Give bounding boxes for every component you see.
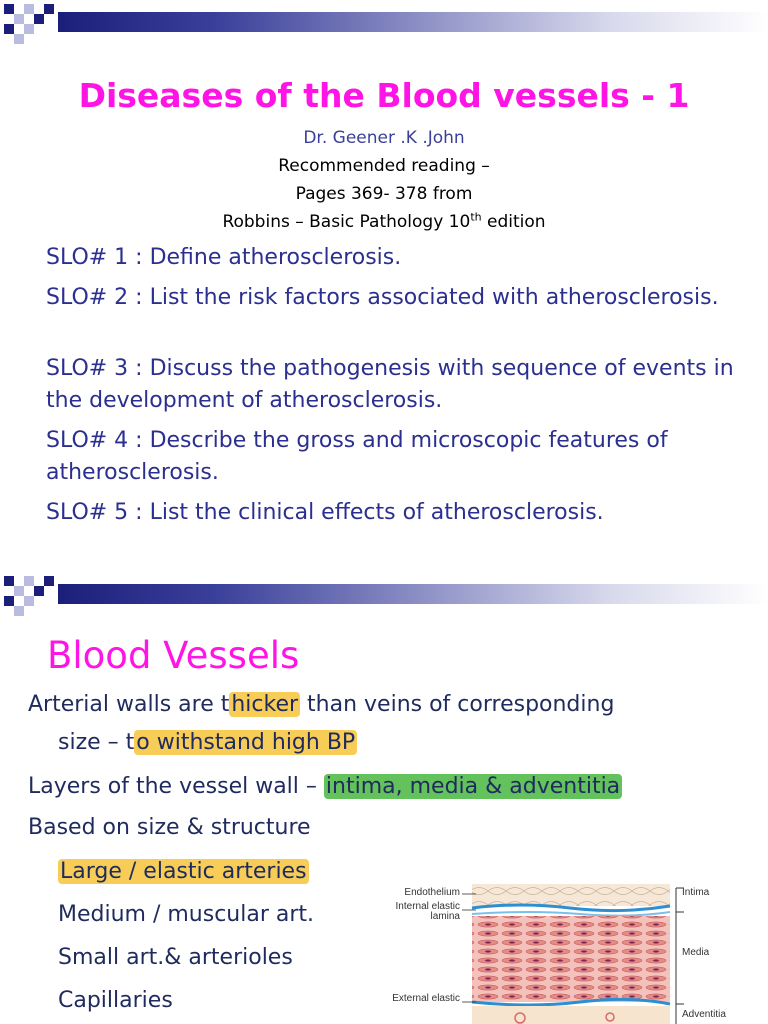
band-square [14, 586, 24, 596]
band-square [34, 586, 44, 596]
reading-line: Pages 369- 378 from [295, 184, 473, 204]
slo-item: SLO# 5 : List the clinical effects of atherosclerosis. [46, 500, 604, 525]
author-name: Dr. Geener .K .John [303, 128, 465, 148]
diagram-label: Endothelium [404, 887, 460, 898]
bullet-line [58, 728, 357, 758]
sub-bullet-line: Small art.& arterioles [58, 945, 293, 970]
bullet-line: Based on size & structure [28, 815, 311, 840]
slo-item: SLO# 3 : Discuss the pathogenesis with sequence of events in the development of atherosclerosis. [46, 356, 734, 413]
slide-title: Diseases of the Blood vessels - 1 [78, 76, 690, 115]
band-square [14, 14, 24, 24]
highlighted-text: Large / elastic arteries [60, 859, 307, 884]
diagram-label: Intima [682, 887, 710, 898]
bullet-line [28, 690, 614, 720]
band-square [4, 596, 14, 606]
vessel-wall-diagram [380, 884, 768, 1024]
decorative-header-band [0, 572, 768, 620]
band-square [24, 24, 34, 34]
highlighted-text: intima, media & adventitia [325, 774, 621, 799]
sub-bullet-line: Capillaries [58, 988, 173, 1013]
band-square [14, 34, 24, 44]
reading-line: Recommended reading – [278, 156, 490, 176]
reading-text: Robbins – Basic Pathology 10 [222, 212, 471, 232]
band-square [14, 606, 24, 616]
highlighted-text: hicker [231, 692, 299, 717]
band-square [24, 4, 34, 14]
band-square [44, 576, 54, 586]
decorative-header-band [0, 0, 768, 48]
band-gradient-bar [58, 584, 768, 604]
band-square [4, 576, 14, 586]
slide-blood-vessels [0, 572, 768, 1024]
sub-bullet-line [58, 857, 309, 887]
band-square [24, 596, 34, 606]
slide-separator [0, 560, 768, 572]
band-square [34, 14, 44, 24]
sub-bullet-line: Medium / muscular art. [58, 902, 315, 927]
text-run: Layers of the vessel wall – [28, 774, 324, 799]
band-square [44, 4, 54, 14]
diagram-label: Media [682, 947, 710, 958]
slide-title: Blood Vessels [47, 634, 300, 677]
slo-item: SLO# 1 : Define atherosclerosis. [46, 245, 402, 270]
band-square [4, 4, 14, 14]
reading-tail: edition [481, 212, 546, 232]
bullet-line [28, 772, 622, 802]
diagram-label: External elastic [392, 993, 460, 1004]
band-square [4, 24, 14, 34]
slo-item: SLO# 2 : List the risk factors associated with atherosclerosis. [46, 285, 719, 310]
text-run: than veins of corresponding [300, 692, 615, 717]
highlighted-text: o withstand high BP [136, 730, 356, 755]
band-gradient-bar [58, 12, 768, 32]
slo-item: SLO# 4 : Describe the gross and microscopic features of atherosclerosis. [46, 428, 668, 485]
text-run: size – t [58, 730, 135, 755]
reading-line [0, 212, 768, 232]
text-run: Arterial walls are t [28, 692, 230, 717]
diagram-label: Adventitia [682, 1009, 726, 1020]
reading-superscript: th [470, 210, 482, 224]
band-square [24, 576, 34, 586]
diagram-label: Internal elastic lamina [395, 901, 460, 922]
